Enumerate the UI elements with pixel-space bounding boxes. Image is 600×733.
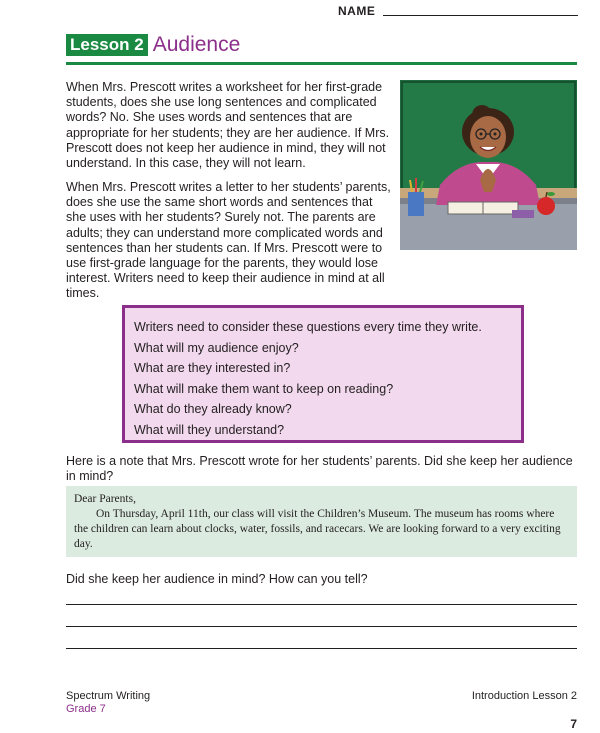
callout-question: What do they already know? xyxy=(134,402,292,416)
eraser xyxy=(512,210,534,218)
lesson-topic: Audience xyxy=(152,33,241,56)
apple-icon xyxy=(537,197,555,215)
callout-question: What will my audience enjoy? xyxy=(134,340,299,355)
answer-line-3[interactable] xyxy=(66,648,577,649)
pencil-cup xyxy=(408,192,424,216)
page-number: 7 xyxy=(570,717,577,731)
title-divider xyxy=(66,62,577,65)
intro-paragraph-1: When Mrs. Prescott writes a worksheet for her first-grade students, does she use long sentences and complicated words? No. She uses words and sentences that are appropriate for her students; they are her audience. If Mrs. Prescott does not keep her audience in mind, they will not understand. In this case, they will not learn. xyxy=(66,80,390,171)
footer-book-info xyxy=(66,690,150,716)
callout-intro: Writers need to consider these questions every time they write. xyxy=(134,320,482,334)
callout-question: What are they interested in? xyxy=(134,361,291,375)
teacher-illustration xyxy=(400,80,577,250)
name-field-line[interactable] xyxy=(383,15,578,16)
footer-section: Introduction Lesson 2 xyxy=(471,690,577,702)
intro-paragraph-2: When Mrs. Prescott writes a letter to her students’ parents, does she use the same short words and sentences that she uses with her students? Surely not. The parents are adults; they can understand more complicated words and sentences than her students can. If Mrs. Prescott were to use first-grade language for the parents, they would lose interest. Writers need to keep their audience in mind at all times. xyxy=(66,180,391,301)
lesson-title-row xyxy=(66,34,240,56)
answer-question: Did she keep her audience in mind? How can you tell? xyxy=(66,572,368,586)
parent-letter-box xyxy=(66,486,577,557)
lesson-number-badge: Lesson 2 xyxy=(66,34,148,56)
questions-callout-box xyxy=(122,305,524,443)
letter-body: On Thursday, April 11th, our class will visit the Children’s Museum. The museum has rooms where the children can learn about clocks, water, fossils, and racecars. We are looking forward to a very exciting day. xyxy=(74,508,561,550)
answer-line-1[interactable] xyxy=(66,604,577,605)
footer-grade: Grade 7 xyxy=(66,703,106,715)
teacher-face xyxy=(470,116,506,158)
callout-question: What will make them want to keep on reading? xyxy=(134,381,394,396)
footer-book-title: Spectrum Writing xyxy=(66,690,151,702)
answer-line-2[interactable] xyxy=(66,626,577,627)
letter-greeting: Dear Parents, xyxy=(74,493,136,505)
name-label: NAME xyxy=(338,4,376,18)
note-question: Here is a note that Mrs. Prescott wrote for her students’ parents. Did she keep her audience in mind? xyxy=(66,454,573,483)
callout-question: What will they understand? xyxy=(134,422,285,437)
